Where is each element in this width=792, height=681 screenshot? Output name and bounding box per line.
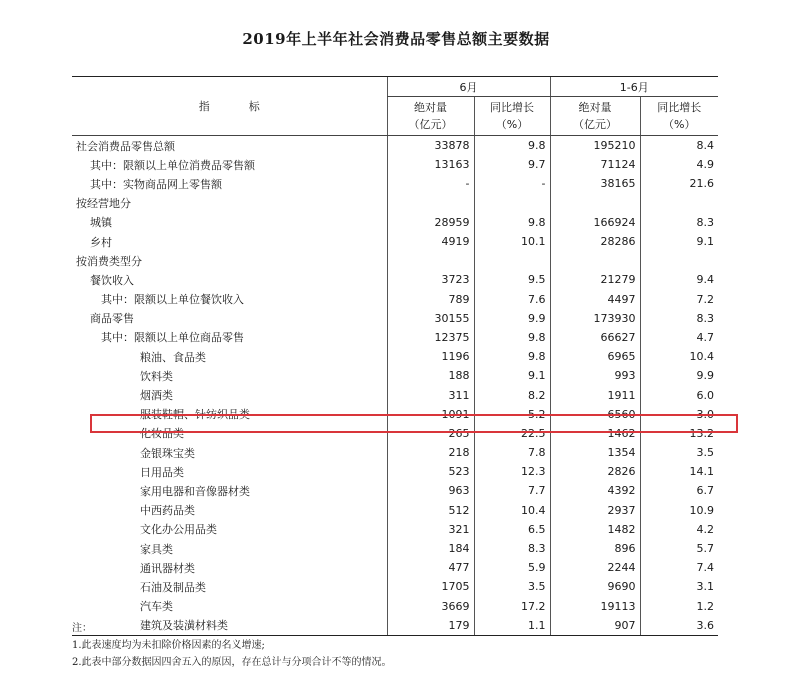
row-name: 中西药品类 bbox=[140, 504, 195, 518]
cell-jan-jun-absolute: 1482 bbox=[550, 520, 640, 539]
cell-jan-jun-absolute: 2826 bbox=[550, 462, 640, 481]
highlight-box-cosmetics bbox=[90, 414, 738, 433]
cell-jan-jun-absolute: 1354 bbox=[550, 443, 640, 462]
cell-june-absolute: 30155 bbox=[387, 309, 474, 328]
page-title: 2019年上半年社会消费品零售总额主要数据 bbox=[242, 30, 550, 48]
table-body bbox=[72, 136, 718, 636]
cell-jan-jun-growth: 21.6 bbox=[640, 174, 718, 193]
cell-jan-jun-growth: 10.9 bbox=[640, 501, 718, 520]
cell-jan-jun-growth: 8.3 bbox=[640, 213, 718, 232]
cell-jan-jun-absolute: 4497 bbox=[550, 290, 640, 309]
header-period-jan-jun: 1-6月 bbox=[550, 77, 718, 97]
cell-june-growth: 3.5 bbox=[474, 577, 550, 596]
cell-june-growth: 9.5 bbox=[474, 270, 550, 289]
header-abs-label: 绝对量 bbox=[414, 101, 447, 114]
row-name: 按消费类型分 bbox=[76, 254, 142, 268]
cell-june-absolute: 218 bbox=[387, 443, 474, 462]
cell-jan-jun-growth: 4.7 bbox=[640, 328, 718, 347]
row-name: 金银珠宝类 bbox=[140, 446, 195, 460]
cell-jan-jun-absolute bbox=[550, 251, 640, 270]
header-growth-unit: （%） bbox=[495, 118, 529, 131]
footnote-label: 注： bbox=[72, 623, 92, 634]
cell-june-growth: 5.9 bbox=[474, 558, 550, 577]
header-growth-label: 同比增长 bbox=[490, 101, 534, 114]
header-growth-label: 同比增长 bbox=[657, 101, 702, 114]
cell-jan-jun-absolute: 19113 bbox=[550, 597, 640, 616]
cell-jan-jun-absolute: 2244 bbox=[550, 558, 640, 577]
retail-sales-table bbox=[72, 76, 718, 636]
cell-june-absolute: 13163 bbox=[387, 155, 474, 174]
table-row bbox=[72, 443, 718, 462]
row-name: 其中：限额以上单位餐饮收入 bbox=[101, 293, 244, 307]
cell-june-growth: 5.2 bbox=[474, 405, 550, 424]
cell-jan-jun-absolute: 2937 bbox=[550, 501, 640, 520]
row-name: 城镇 bbox=[90, 216, 112, 230]
cell-june-absolute: 963 bbox=[387, 481, 474, 500]
cell-june-growth bbox=[474, 194, 550, 213]
footnote-2: 2.此表中部分数据因四舍五入的原因，存在总计与分项合计不等的情况。 bbox=[72, 657, 392, 668]
table-row bbox=[72, 462, 718, 481]
cell-june-absolute: 321 bbox=[387, 520, 474, 539]
cell-jan-jun-growth: 8.4 bbox=[640, 136, 718, 156]
cell-june-growth: 9.9 bbox=[474, 309, 550, 328]
cell-jan-jun-absolute: 896 bbox=[550, 539, 640, 558]
row-name: 家用电器和音像器材类 bbox=[140, 484, 250, 498]
cell-jan-jun-absolute: 907 bbox=[550, 616, 640, 636]
cell-june-growth: 9.8 bbox=[474, 347, 550, 366]
cell-jan-jun-growth bbox=[640, 251, 718, 270]
cell-june-growth: 1.1 bbox=[474, 616, 550, 636]
row-name: 其中：实物商品网上零售额 bbox=[90, 177, 222, 191]
cell-jan-jun-growth: 5.7 bbox=[640, 539, 718, 558]
header-abs-june bbox=[387, 97, 474, 136]
cell-june-absolute: 477 bbox=[387, 558, 474, 577]
cell-jan-jun-growth: 7.4 bbox=[640, 558, 718, 577]
cell-jan-jun-absolute: 28286 bbox=[550, 232, 640, 251]
cell-june-absolute bbox=[387, 251, 474, 270]
table-row bbox=[72, 366, 718, 385]
cell-june-absolute: 28959 bbox=[387, 213, 474, 232]
row-name: 通讯器材类 bbox=[140, 561, 195, 575]
cell-jan-jun-growth: 3.0 bbox=[640, 405, 718, 424]
row-name: 烟酒类 bbox=[140, 389, 173, 403]
cell-june-absolute: 188 bbox=[387, 366, 474, 385]
cell-june-growth: 9.8 bbox=[474, 328, 550, 347]
row-name: 服装鞋帽、针纺织品类 bbox=[140, 408, 250, 422]
row-name: 建筑及装潢材料类 bbox=[72, 616, 387, 636]
row-name: 其中：限额以上单位消费品零售额 bbox=[90, 158, 255, 172]
cell-june-growth: 10.1 bbox=[474, 232, 550, 251]
cell-jan-jun-growth bbox=[640, 194, 718, 213]
cell-jan-jun-growth: 3.5 bbox=[640, 443, 718, 462]
cell-june-absolute: 512 bbox=[387, 501, 474, 520]
header-abs-label: 绝对量 bbox=[578, 101, 612, 114]
cell-june-growth: 8.3 bbox=[474, 539, 550, 558]
footnote-1: 1.此表速度均为未扣除价格因素的名义增速; bbox=[72, 640, 265, 651]
cell-jan-jun-growth: 3.6 bbox=[640, 616, 718, 636]
table-row bbox=[72, 232, 718, 251]
cell-jan-jun-growth: 3.1 bbox=[640, 577, 718, 596]
table-row bbox=[72, 501, 718, 520]
table-row bbox=[72, 385, 718, 404]
row-name: 家具类 bbox=[140, 542, 173, 556]
header-abs-unit: （亿元） bbox=[573, 118, 617, 131]
row-name: 社会消费品零售总额 bbox=[76, 139, 175, 153]
row-name: 餐饮收入 bbox=[90, 273, 134, 287]
cell-june-absolute: 1091 bbox=[387, 405, 474, 424]
cell-june-growth: 7.6 bbox=[474, 290, 550, 309]
row-name: 日用品类 bbox=[140, 465, 184, 479]
cell-june-absolute: 12375 bbox=[387, 328, 474, 347]
header-indicator: 指 标 bbox=[72, 77, 387, 136]
header-period-june: 6月 bbox=[387, 77, 550, 97]
cell-jan-jun-absolute: 195210 bbox=[550, 136, 640, 156]
footnotes bbox=[72, 620, 392, 671]
cell-june-growth: - bbox=[474, 174, 550, 193]
cell-june-growth: 9.8 bbox=[474, 136, 550, 156]
table-row bbox=[72, 577, 718, 596]
cell-jan-jun-growth: 8.3 bbox=[640, 309, 718, 328]
cell-jan-jun-growth: 9.4 bbox=[640, 270, 718, 289]
table-row bbox=[72, 328, 718, 347]
cell-june-growth: 12.3 bbox=[474, 462, 550, 481]
cell-june-absolute: 1705 bbox=[387, 577, 474, 596]
row-name: 乡村 bbox=[90, 235, 112, 249]
cell-june-absolute bbox=[387, 194, 474, 213]
cell-june-absolute: 1196 bbox=[387, 347, 474, 366]
cell-jan-jun-absolute: 6965 bbox=[550, 347, 640, 366]
table-row bbox=[72, 213, 718, 232]
table-row bbox=[72, 290, 718, 309]
table-row bbox=[72, 347, 718, 366]
cell-jan-jun-absolute: 38165 bbox=[550, 174, 640, 193]
cell-june-growth bbox=[474, 251, 550, 270]
cell-jan-jun-growth: 9.9 bbox=[640, 366, 718, 385]
cell-jan-jun-absolute: 21279 bbox=[550, 270, 640, 289]
cell-jan-jun-absolute bbox=[550, 194, 640, 213]
header-abs-jan-jun bbox=[550, 97, 640, 136]
cell-june-absolute: 311 bbox=[387, 385, 474, 404]
cell-jan-jun-absolute: 1911 bbox=[550, 385, 640, 404]
cell-jan-jun-growth: 4.9 bbox=[640, 155, 718, 174]
cell-june-absolute: 523 bbox=[387, 462, 474, 481]
cell-jan-jun-absolute: 993 bbox=[550, 366, 640, 385]
cell-jan-jun-absolute: 173930 bbox=[550, 309, 640, 328]
table-row bbox=[72, 481, 718, 500]
cell-jan-jun-growth: 13.2 bbox=[640, 424, 718, 443]
row-name: 汽车类 bbox=[140, 600, 173, 614]
row-name: 石油及制品类 bbox=[140, 580, 206, 594]
cell-june-growth: 17.2 bbox=[474, 597, 550, 616]
cell-june-growth: 7.8 bbox=[474, 443, 550, 462]
row-name: 化妆品类 bbox=[140, 427, 184, 441]
row-name: 其中：限额以上单位商品零售 bbox=[101, 331, 244, 345]
cell-june-absolute: 179 bbox=[387, 616, 474, 636]
table-row bbox=[72, 174, 718, 193]
table-row bbox=[72, 520, 718, 539]
cell-june-absolute: 3723 bbox=[387, 270, 474, 289]
cell-june-growth: 10.4 bbox=[474, 501, 550, 520]
table-row bbox=[72, 597, 718, 616]
cell-june-growth: 6.5 bbox=[474, 520, 550, 539]
row-name: 按经营地分 bbox=[76, 197, 131, 211]
cell-jan-jun-growth: 9.1 bbox=[640, 232, 718, 251]
cell-june-growth: 9.1 bbox=[474, 366, 550, 385]
cell-june-growth: 9.8 bbox=[474, 213, 550, 232]
cell-june-absolute: 3669 bbox=[387, 597, 474, 616]
cell-jan-jun-absolute: 66627 bbox=[550, 328, 640, 347]
table-row bbox=[72, 136, 718, 156]
cell-june-absolute: 789 bbox=[387, 290, 474, 309]
header-growth-june bbox=[474, 97, 550, 136]
row-name: 饮料类 bbox=[140, 369, 173, 383]
cell-jan-jun-growth: 4.2 bbox=[640, 520, 718, 539]
cell-jan-jun-growth: 6.7 bbox=[640, 481, 718, 500]
table-row bbox=[72, 155, 718, 174]
cell-jan-jun-absolute: 4392 bbox=[550, 481, 640, 500]
cell-june-absolute: 184 bbox=[387, 539, 474, 558]
cell-jan-jun-absolute: 9690 bbox=[550, 577, 640, 596]
cell-jan-jun-growth: 10.4 bbox=[640, 347, 718, 366]
table-row bbox=[72, 539, 718, 558]
row-name: 文化办公用品类 bbox=[140, 523, 217, 537]
cell-june-growth: 22.5 bbox=[474, 424, 550, 443]
header-abs-unit: （亿元） bbox=[408, 118, 453, 131]
cell-jan-jun-growth: 1.2 bbox=[640, 597, 718, 616]
cell-jan-jun-absolute: 1462 bbox=[550, 424, 640, 443]
cell-jan-jun-growth: 7.2 bbox=[640, 290, 718, 309]
table-row bbox=[72, 558, 718, 577]
row-name: 粮油、食品类 bbox=[140, 350, 206, 364]
cell-jan-jun-absolute: 166924 bbox=[550, 213, 640, 232]
header-growth-unit: （%） bbox=[663, 118, 696, 131]
row-name: 商品零售 bbox=[90, 312, 134, 326]
cell-jan-jun-absolute: 6560 bbox=[550, 405, 640, 424]
cell-jan-jun-growth: 14.1 bbox=[640, 462, 718, 481]
cell-june-growth: 7.7 bbox=[474, 481, 550, 500]
cell-june-absolute: 265 bbox=[387, 424, 474, 443]
cell-jan-jun-absolute: 71124 bbox=[550, 155, 640, 174]
header-growth-jan-jun bbox=[640, 97, 718, 136]
cell-june-absolute: - bbox=[387, 174, 474, 193]
cell-june-absolute: 33878 bbox=[387, 136, 474, 156]
cell-june-growth: 8.2 bbox=[474, 385, 550, 404]
cell-june-absolute: 4919 bbox=[387, 232, 474, 251]
cell-jan-jun-growth: 6.0 bbox=[640, 385, 718, 404]
cell-june-growth: 9.7 bbox=[474, 155, 550, 174]
table-row bbox=[72, 270, 718, 289]
table-row bbox=[72, 194, 718, 213]
table-row bbox=[72, 251, 718, 270]
table-row bbox=[72, 309, 718, 328]
